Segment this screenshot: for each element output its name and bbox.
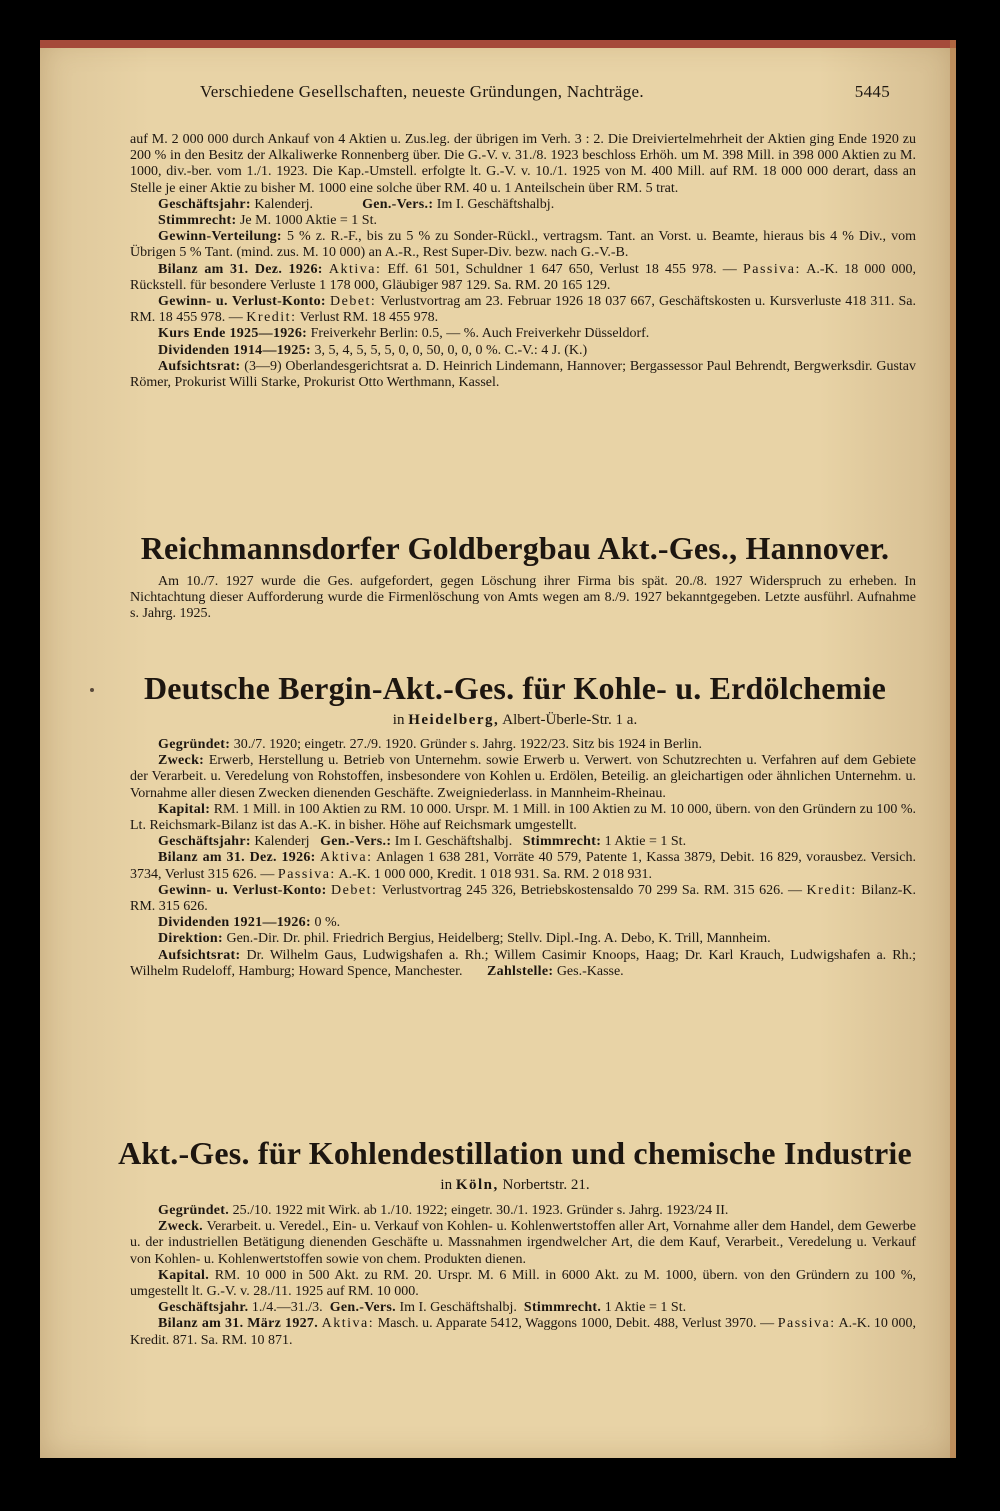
geschaeftsjahr-line: Geschäftsjahr. 1./4.—31./3. Gen.-Vers. Im I. Geschäftshalbj. Stimmrecht. 1 Aktie = 1 St. xyxy=(158,1300,687,1316)
margin-dot xyxy=(90,688,94,692)
company-title-reichmannsdorfer: Reichmannsdorfer Goldbergbau Akt.-Ges., Hannover. xyxy=(140,530,890,566)
company-location-kohlendestillation: in Köln, Norbertstr. 21. xyxy=(440,1177,590,1193)
intro-paragraph: auf M. 2 000 000 durch Ankauf von 4 Aktien u. Zus.leg. der übrigen im Verh. 3 : 2. Die Dreiviertelmehrheit der Aktien ging Ende 1920 zu 200 % in den Besitz der Alkaliwerke Ronnenberg über. Die G.-V. v. 31./8. 1923 beschloss Erhöh. um M. 398 Mill. in 398 000 Aktien zu M. 1000, div.-ber. vom 1./1. 1923. Die Kap.-Umstell. erfolgte lt. G.-V. v. 10./1. 1925 von M. 400 Mill. auf RM. 18 000 000 derart, dass an Stelle je einer Aktie zu bisher M. 1000 eine solche über RM. 40 u. 1 Anteilschein über RM. 5 trat. xyxy=(130,132,916,196)
gegruendet-paragraph: Gegründet: 30./7. 1920; eingetr. 27./9. 1920. Gründer s. Jahrg. 1922/23. Sitz bis 1924 in Berlin. xyxy=(158,737,703,752)
gewinnverteilung-paragraph: Gewinn-Verteilung: 5 % z. R.-F., bis zu 5 % zu Sonder-Rückl., vertragsm. Tant. an Vorst. u. Beamte, hieraus bis 4 % Div., vom Übrigen 5 % Tant. (mind. zus. M. 10 000) an A.-R., Rest Super-Div. bezw. nach G.-V.-B. xyxy=(130,229,916,261)
kapital-paragraph: Kapital. RM. 10 000 in 500 Akt. zu RM. 20. Urspr. M. 6 Mill. in 6000 Akt. zu M. 1000, übern. von den Gründern zu 100 %, umgestellt lt. G.-V. v. 28./11. 1925 auf RM. 10 000. xyxy=(130,1267,916,1300)
stimmrecht-line: Stimmrecht: Je M. 1000 Aktie = 1 St. xyxy=(158,213,377,229)
page-top-edge xyxy=(40,40,956,48)
section-continuation xyxy=(130,132,916,391)
guv-paragraph: Gewinn- u. Verlust-Konto: Debet: Verlustvortrag am 23. Februar 1926 18 037 667, Geschäftskosten u. Kursverluste 418 311. Sa. RM. 18 455 978. — Kredit: Verlust RM. 18 455 978. xyxy=(130,294,917,326)
aufsichtsrat-paragraph: Aufsichtsrat: Dr. Wilhelm Gaus, Ludwigshafen a. Rh.; Willem Casimir Knoops, Haag; Dr. Karl Krauch, Ludwigshafen a. Rh.; Wilhelm Rudeloff, Hamburg; Howard Spence, Manchester. Zahlstelle: Ges.-Kasse. xyxy=(130,947,916,979)
company-location-bergin: in Heidelberg, Albert-Überle-Str. 1 a. xyxy=(392,712,638,728)
geschaeftsjahr-line: Geschäftsjahr: Kalenderj. Gen.-Vers.: Im I. Geschäftshalbj. xyxy=(158,196,555,212)
guv-paragraph: Gewinn- u. Verlust-Konto: Debet: Verlustvortrag 245 326, Betriebskostensaldo 70 299 Sa. RM. 315 626. — Kredit: Bilanz-K. RM. 315 626. xyxy=(130,882,917,915)
page-number: 5445 xyxy=(854,82,890,101)
kapital-paragraph: Kapital: RM. 1 Mill. in 100 Aktien zu RM. 10 000. Urspr. M. 1 Mill. in 100 Aktien zu M. 10 000, übern. von den Gründern zu 100 %. Lt. Reichsmark-Bilanz ist das A.-K. in bisher. Höhe auf Reichsmark umgestellt. xyxy=(130,801,917,834)
section-bergin xyxy=(130,737,916,980)
company-title-bergin: Deutsche Bergin-Akt.-Ges. für Kohle- u. Erdölchemie xyxy=(144,670,886,706)
zweck-paragraph: Zweck. Verarbeit. u. Veredel., Ein- u. Verkauf von Kohlen- u. Kohlenwertstoffen aller Art, Vornahme aller dem Handel, dem Gewerbe u. der industriellen Betätigung dienenden Geschäfte u. Massnahmen irgendwelcher Art, die dem Kauf, Verarbeit., Veredelung u. Verkauf von Kohlen- u. Kohlenwertstoffen sowie von chem. Produkten dienen. xyxy=(130,1219,916,1267)
dividenden-line: Dividenden 1921—1926: 0 %. xyxy=(158,915,341,931)
zweck-paragraph: Zweck: Erwerb, Herstellung u. Betrieb von Unternehm. sowie Erwerb u. Verwert. von Schutzrechten u. Verfahren auf dem Gebiete der Verarbeit. u. Veredelung von Rohstoffen, insbesondere von Kohlen u. Erdölen, Beteilig. an gleichartigen oder ähnlichen Unternehm. u. Vornahme aller diesen Zwecken dienenden Geschäfte. Zweigniederlass. in Mannheim-Rheinau. xyxy=(130,753,917,801)
page-right-edge xyxy=(950,40,956,1458)
gegruendet-paragraph: Gegründet. 25./10. 1922 mit Wirk. ab 1./10. 1922; eingetr. 30./1. 1923. Gründer s. Jahrg. 1923/24 II. xyxy=(158,1203,729,1218)
dividenden-line: Dividenden 1914—1925: 3, 5, 4, 5, 5, 5, 0, 0, 50, 0, 0, 0 %. C.-V.: 4 J. (K.) xyxy=(158,342,588,358)
section-reichmannsdorfer xyxy=(130,574,916,623)
bilanz-paragraph: Bilanz am 31. Dez. 1926: Aktiva: Anlagen 1 638 281, Vorräte 40 579, Patente 1, Kassa 3879, Debit. 16 829, vorausbez. Versich. 3734, Verlust 315 626. — Passiva: A.-K. 1 000 000, Kredit. 1 018 931. Sa. RM. 2 018 931. xyxy=(130,850,917,882)
scanned-page xyxy=(40,40,956,1458)
header-title: Verschiedene Gesellschaften, neueste Gründungen, Nachträge. xyxy=(200,82,644,101)
aufsichtsrat-paragraph: Aufsichtsrat: (3—9) Oberlandesgerichtsrat a. D. Heinrich Lindemann, Hannover; Bergassessor Paul Behrendt, Bergwerksdir. Gustav Römer, Prokurist Willi Starke, Prokurist Otto Werthmann, Kassel. xyxy=(130,358,917,391)
running-header xyxy=(200,82,890,108)
reichmannsdorfer-paragraph: Am 10./7. 1927 wurde die Ges. aufgefordert, gegen Löschung ihrer Firma bis spät. 20./8. 1927 Widerspruch zu erheben. In Nichtachtung dieser Aufforderung wurde die Firmenlöschung von Amts wegen am 8./9. 1927 bekanntgegeben. Letzte ausführl. Aufnahme s. Jahrg. 1925. xyxy=(130,574,916,622)
bilanz-paragraph: Bilanz am 31. März 1927. Aktiva: Masch. u. Apparate 5412, Waggons 1000, Debit. 488, Verlust 3970. — Passiva: A.-K. 10 000, Kredit. 871. Sa. RM. 10 871. xyxy=(130,1316,917,1348)
company-title-kohlendestillation: Akt.-Ges. für Kohlendestillation und chemische Industrie xyxy=(118,1135,912,1171)
section-kohlendestillation xyxy=(130,1203,916,1349)
bilanz-paragraph: Bilanz am 31. Dez. 1926: Aktiva: Eff. 61 501, Schuldner 1 647 650, Verlust 18 455 978. — Passiva: A.-K. 18 000 000, Rückstell. für besondere Verluste 1 178 000, Gläubiger 987 129. Sa. RM. 20 165 129. xyxy=(130,261,917,293)
direktion-paragraph: Direktion: Gen.-Dir. Dr. phil. Friedrich Bergius, Heidelberg; Stellv. Dipl.-Ing. A. Debo, K. Trill, Mannheim. xyxy=(158,931,771,947)
kurs-line: Kurs Ende 1925—1926: Freiverkehr Berlin: 0.5, — %. Auch Freiverkehr Düsseldorf. xyxy=(158,326,650,342)
geschaeftsjahr-line: Geschäftsjahr: Kalenderj Gen.-Vers.: Im I. Geschäftshalbj. Stimmrecht: 1 Aktie = 1 St. xyxy=(158,834,687,850)
